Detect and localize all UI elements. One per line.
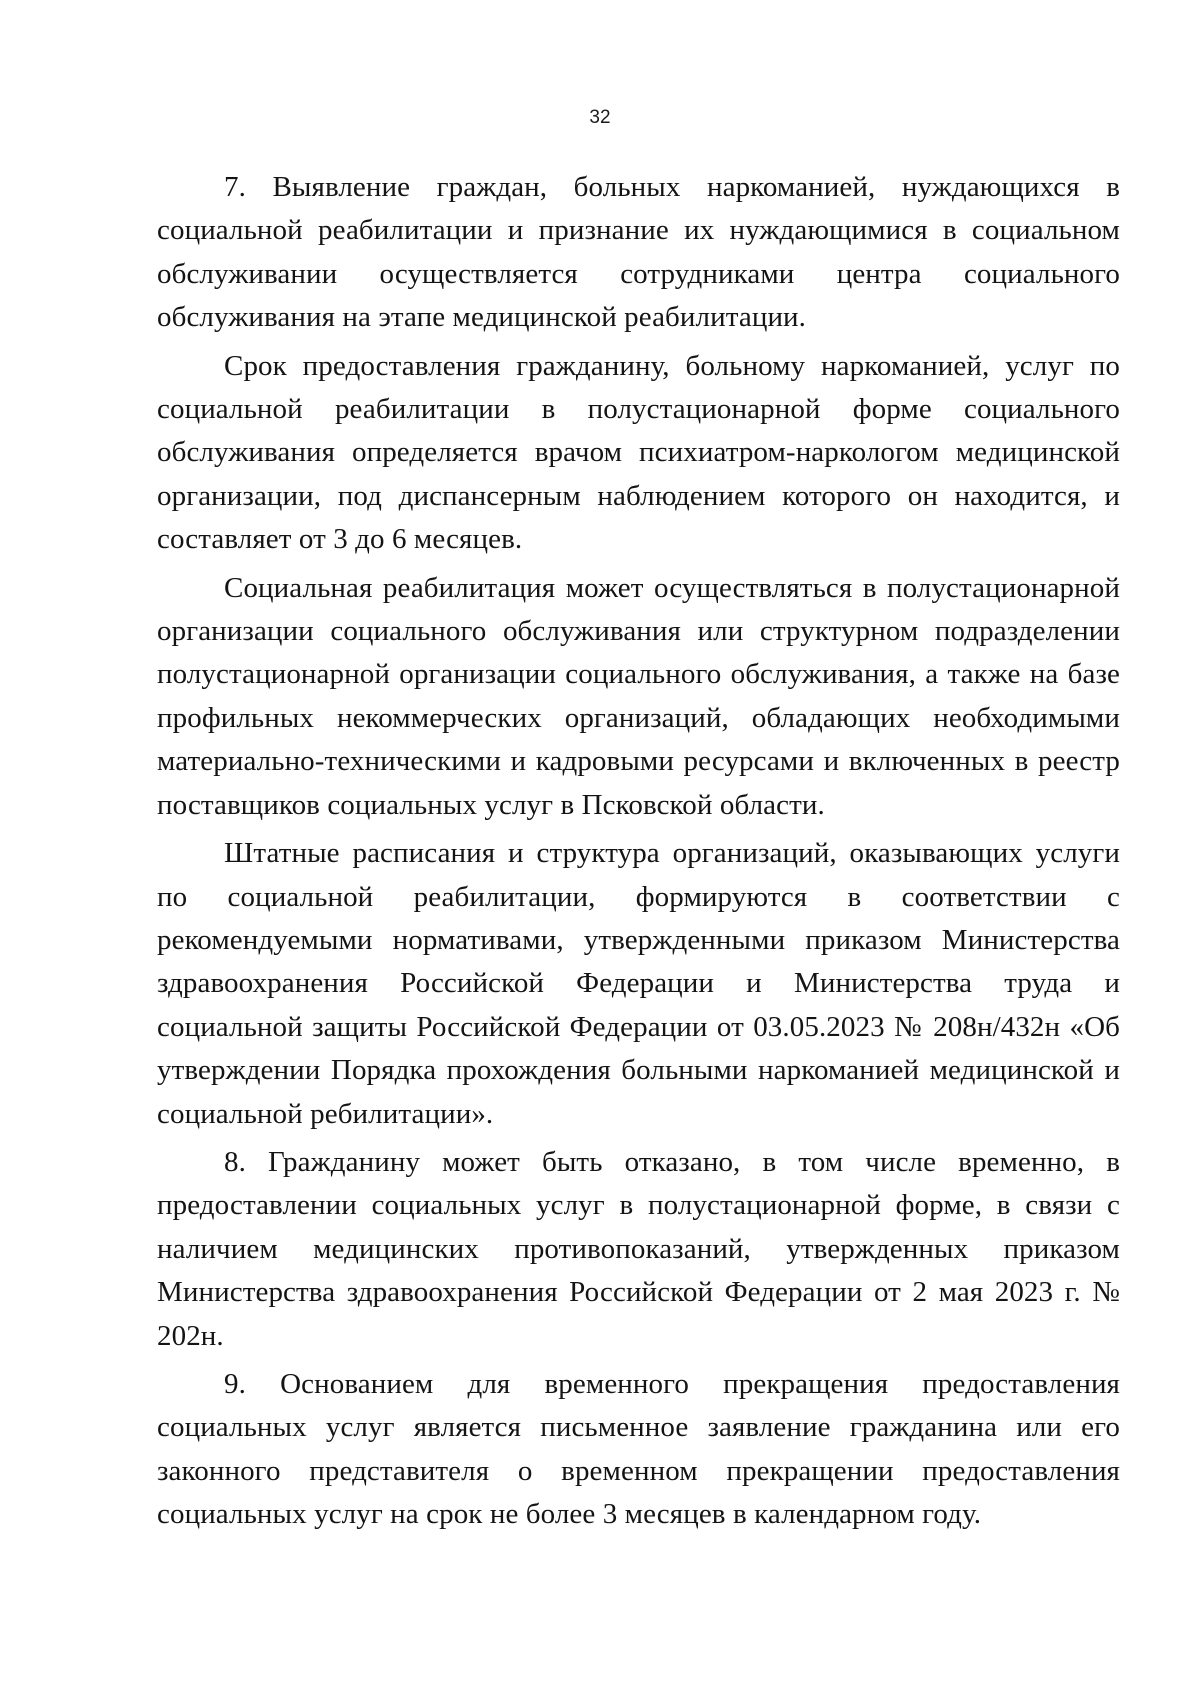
document-body (157, 166, 1120, 1542)
paragraph-9-suspension: 9. Основанием для временного прекращения предоставления социальных услуг является письменное заявление гражданина или его законного представителя о временном прекращении предоставления социальных услуг на срок не более 3 месяцев в календарном году. (157, 1367, 1120, 1531)
page-number: 32 (589, 107, 611, 128)
paragraph-staffing: Штатные расписания и структура организаций, оказывающих услуги по социальной реабилитации, формируются в соответствии с рекомендуемыми нормативами, утвержденными приказом Министерства здравоохранения Российской Федерации и Министерства труда и социальной защиты Российской Федерации от 03.05.2023 № 208н/432н «Об утверждении Порядка прохождения больными наркоманией медицинской и социальной ребилитации». (157, 837, 1120, 1130)
paragraph-8-refusal: 8. Гражданину может быть отказано, в том числе временно, в предоставлении социальных услуг в полустационарной форме, в связи с наличием медицинских противопоказаний, утвержденных приказом Министерства здравоохранения Российской Федерации от 2 мая 2023 г. № 202н. (157, 1145, 1120, 1352)
paragraph-rehabilitation-term: Срок предоставления гражданину, больному наркоманией, услуг по социальной реабилитации в полустационарной форме социального обслуживания определяется врачом психиатром-наркологом медицинской организации, под диспансерным наблюдением которого он находится, и составляет от 3 до 6 месяцев. (157, 349, 1120, 556)
paragraph-rehabilitation-venues: Социальная реабилитация может осуществляться в полустационарной организации социального обслуживания или структурном подразделении полустационарной организации социального обслуживания, а также на базе профильных некоммерческих организаций, обладающих необходимыми материально-техническими и кадровыми ресурсами и включенных в реестр поставщиков социальных услуг в Псковской области. (157, 571, 1120, 821)
paragraph-7-identification: 7. Выявление граждан, больных наркоманией, нуждающихся в социальной реабилитации и признание их нуждающимися в социальном обслуживании осуществляется сотрудниками центра социального обслуживания на этапе медицинской реабилитации. (157, 171, 1120, 334)
